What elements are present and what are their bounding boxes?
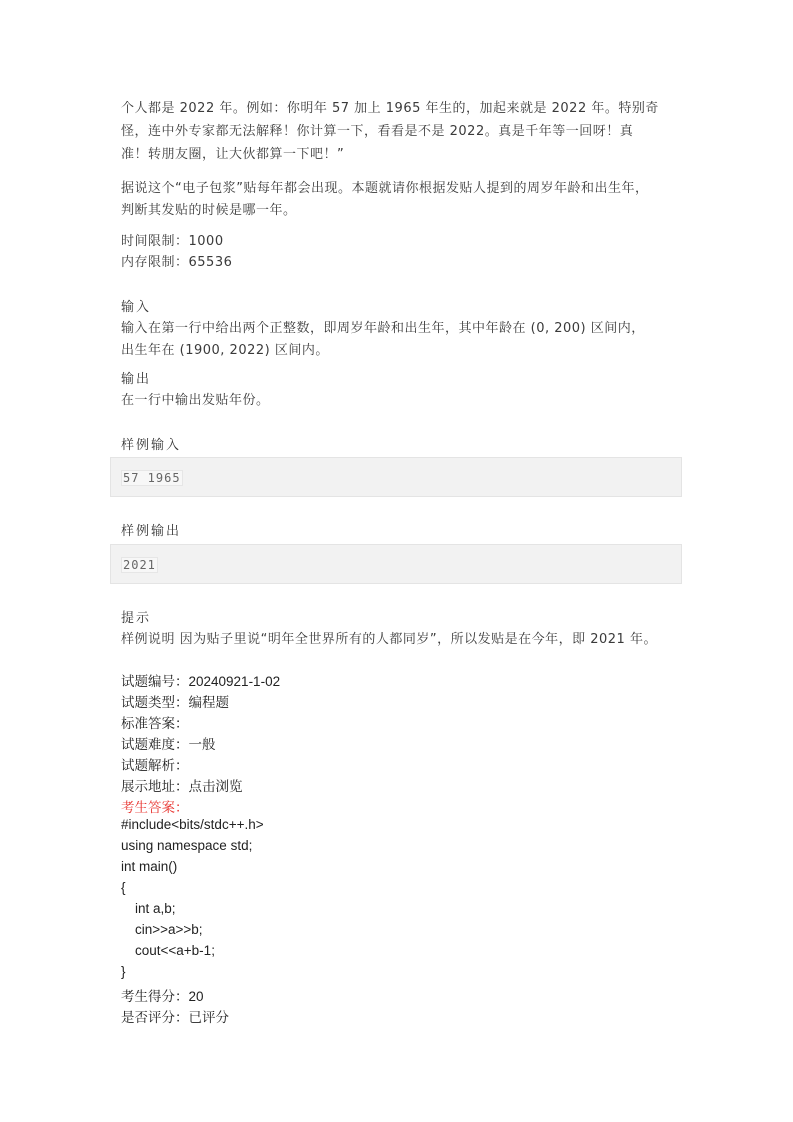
code-line-1: #include<bits/stdc++.h>: [121, 817, 264, 832]
question-type: 试题类型：编程题: [121, 695, 229, 710]
intro-line-2: 怪，连中外专家都无法解释！你计算一下，看看是不是 2022。真是千年等一回呀！真: [121, 124, 634, 139]
time-limit: 时间限制：1000: [121, 234, 224, 249]
sample-output-heading: 样例输出: [121, 524, 182, 539]
description-line-2: 判断其发贴的时候是哪一年。: [121, 203, 297, 218]
memory-limit: 内存限制：65536: [121, 255, 233, 270]
code-line-5: int a,b;: [135, 901, 176, 916]
code-line-4: {: [121, 880, 126, 895]
question-id: 试题编号：20240921-1-02: [121, 674, 281, 689]
code-line-6: cin>>a>>b;: [135, 922, 203, 937]
question-analysis: 试题解析：: [121, 758, 189, 773]
sample-output-box: [110, 544, 682, 584]
code-line-8: }: [121, 964, 126, 979]
output-line-1: 在一行中输出发贴年份。: [121, 393, 270, 408]
code-line-2: using namespace std;: [121, 838, 253, 853]
standard-answer: 标准答案：: [121, 716, 189, 731]
output-heading: 输出: [121, 372, 152, 387]
intro-line-3: 准！转朋友圈，让大伙都算一下吧！”: [121, 147, 345, 162]
code-line-7: cout<<a+b-1;: [135, 943, 215, 958]
student-score: 考生得分：20: [121, 989, 204, 1004]
question-difficulty: 试题难度：一般: [121, 737, 216, 752]
code-line-3: int main(): [121, 859, 178, 874]
input-heading: 输入: [121, 300, 152, 315]
hint-line-1: 样例说明 因为贴子里说“明年全世界所有的人都同岁”，所以发贴是在今年，即 2021 年。: [121, 632, 657, 647]
graded-status: 是否评分：已评分: [121, 1010, 229, 1025]
intro-line-1: 个人都是 2022 年。例如：你明年 57 加上 1965 年生的，加起来就是 2022 年。特别奇: [121, 101, 659, 116]
description-line-1: 据说这个“电子包浆”贴每年都会出现。本题就请你根据发贴人提到的周岁年龄和出生年，: [121, 181, 649, 196]
sample-input-box: [110, 457, 682, 497]
sample-output-code: 2021: [123, 558, 156, 572]
sample-input-heading: 样例输入: [121, 438, 182, 453]
hint-heading: 提示: [121, 611, 152, 626]
display-address: 展示地址：点击浏览: [121, 779, 243, 794]
input-line-2: 出生年在 (1900, 2022) 区间内。: [121, 343, 329, 358]
student-answer-label: 考生答案：: [121, 800, 189, 815]
sample-input-code: 57 1965: [123, 471, 181, 485]
input-line-1: 输入在第一行中给出两个正整数，即周岁年龄和出生年，其中年龄在 (0, 200) 区间内，: [121, 321, 645, 336]
